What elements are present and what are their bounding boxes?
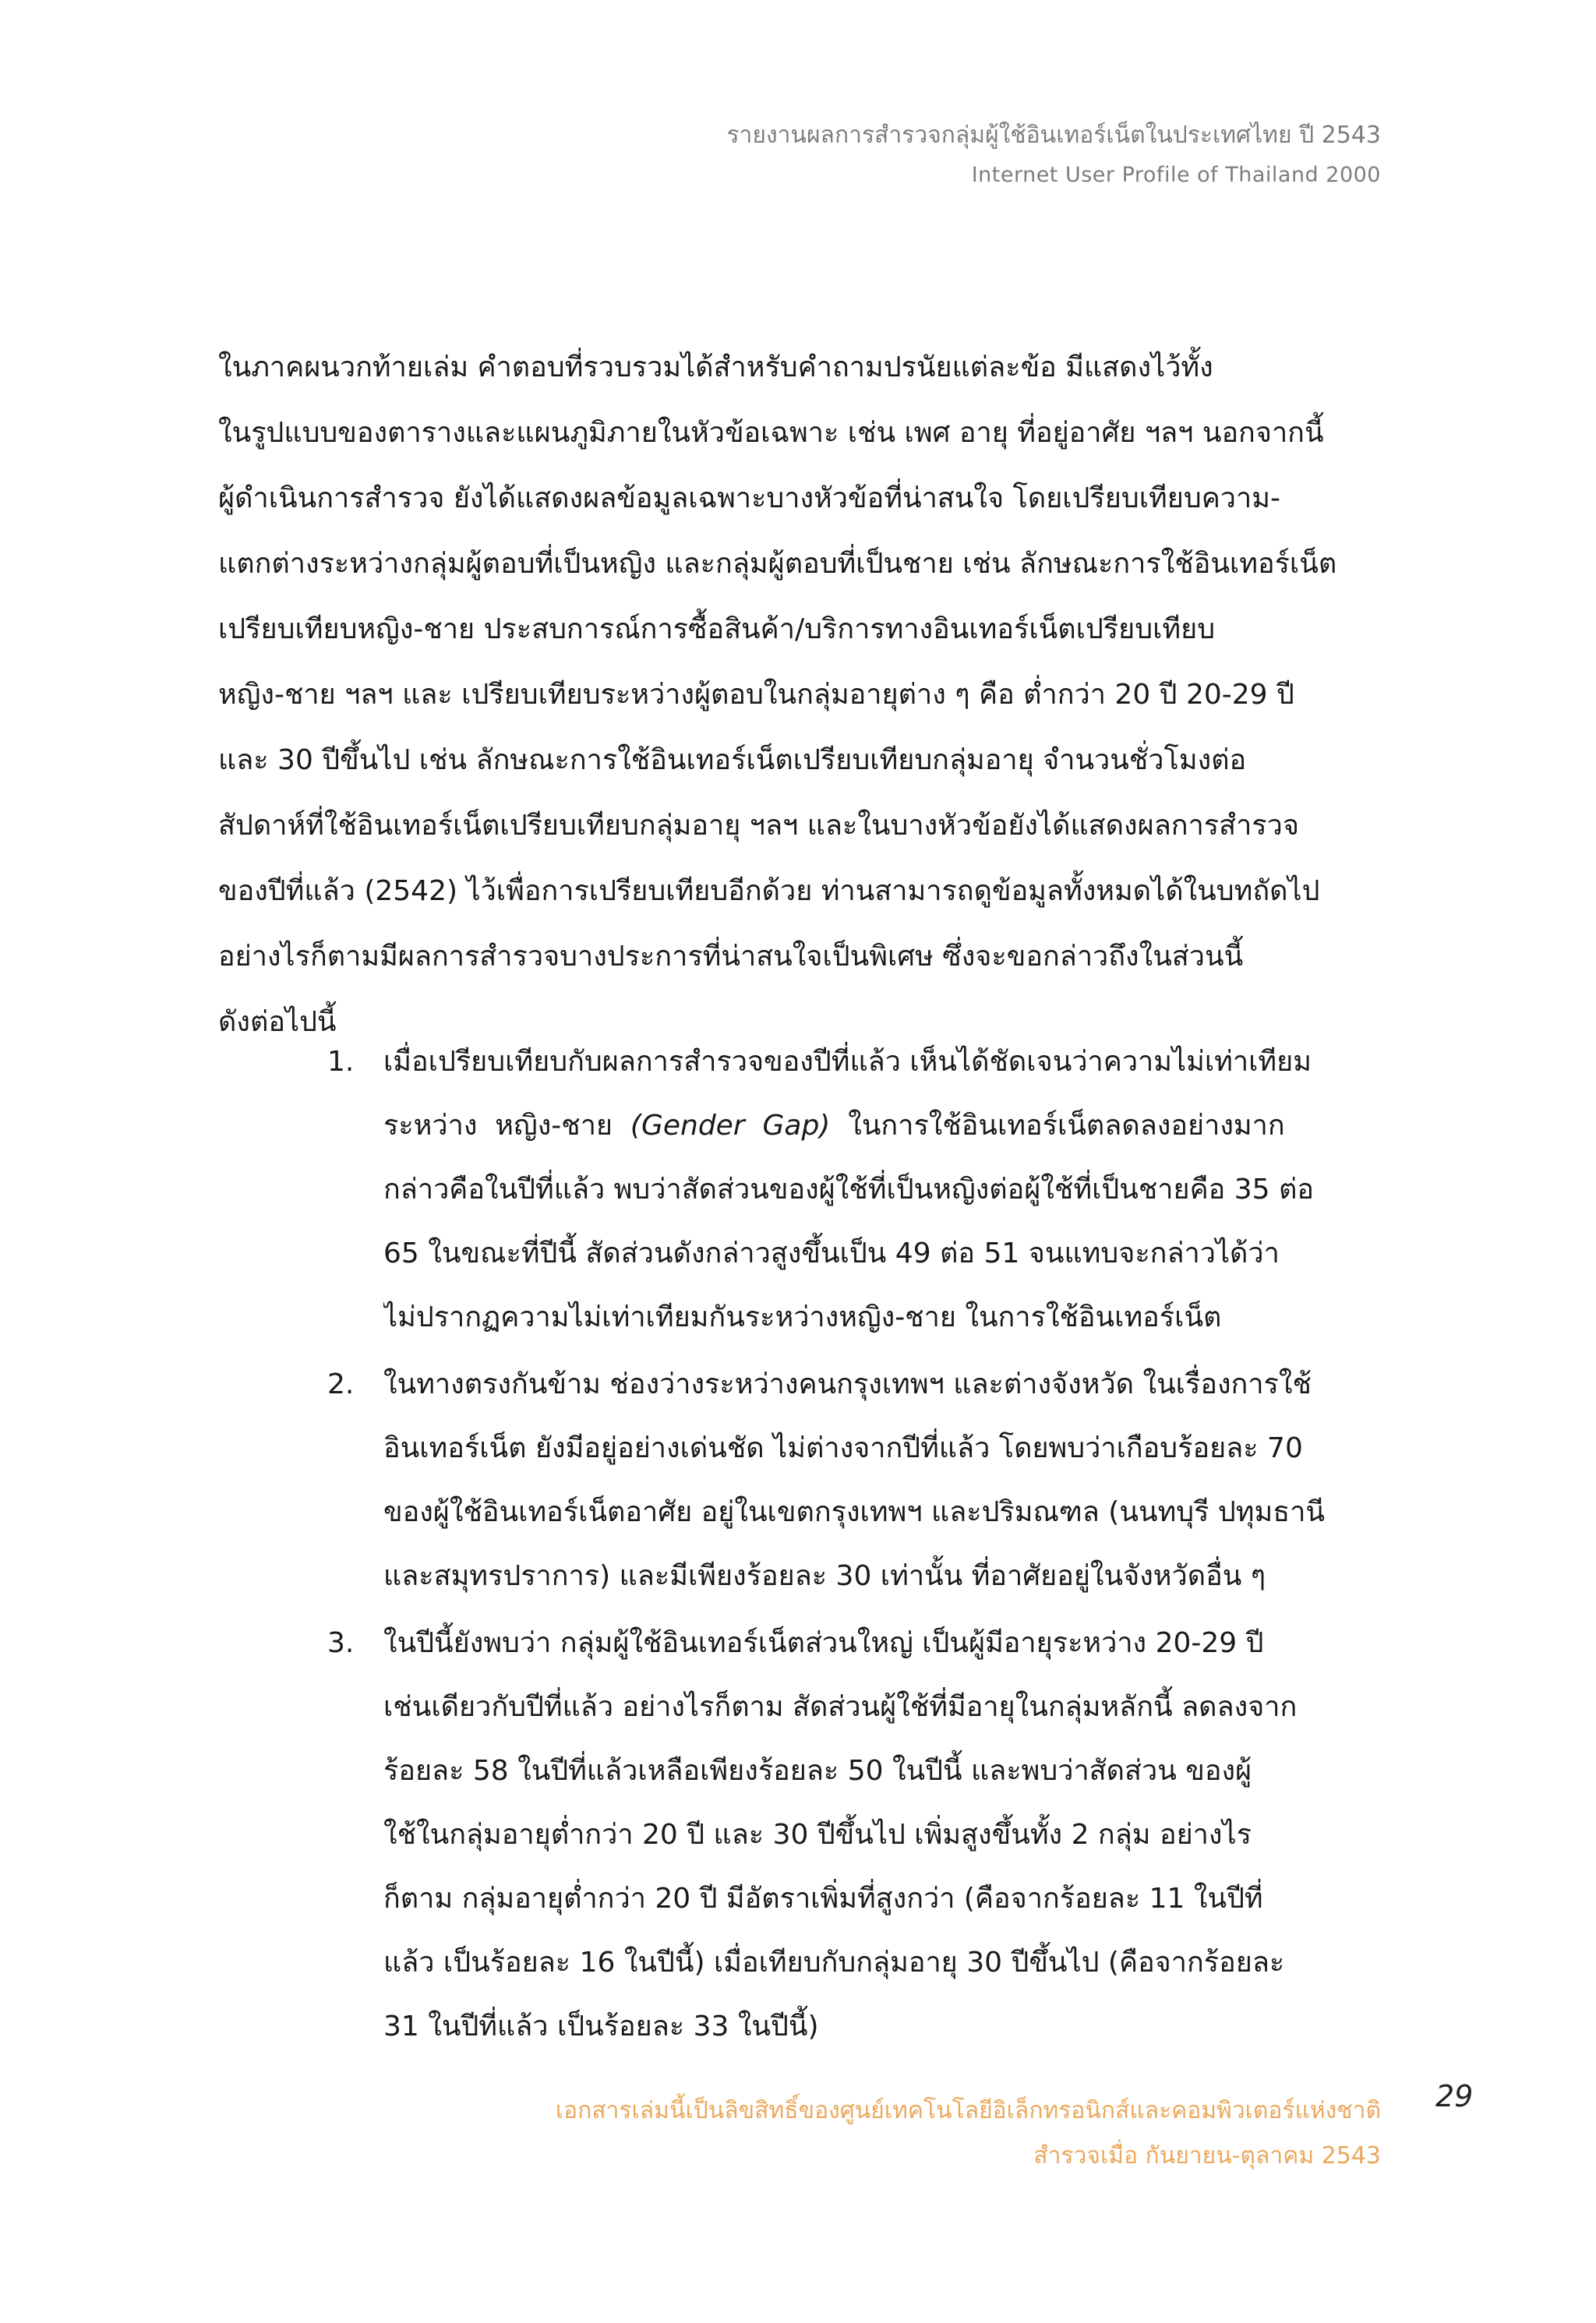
list-item-line: อินเทอร์เน็ต ยังมีอยู่อย่างเด่นชัด ไม่ต่างจากปีที่แล้ว โดยพบว่าเกือบร้อยละ 70 [383, 1432, 1303, 1464]
list-item-line: แล้ว เป็นร้อยละ 16 ในปีนี้) เมื่อเทียบกับกลุ่มอายุ 30 ปีขึ้นไป (คือจากร้อยละ [383, 1947, 1285, 1979]
gender-gap-term: (Gender Gap) [630, 1110, 831, 1142]
paragraph-line: แตกต่างระหว่างกลุ่มผู้ตอบที่เป็นหญิง และกลุ่มผู้ตอบที่เป็นชาย เช่น ลักษณะการใช้อินเทอร์เน็ต [218, 548, 1337, 580]
running-header [726, 115, 1381, 195]
copyright-notice: เอกสารเล่มนี้เป็นลิขสิทธิ์ของศูนย์เทคโนโลยีอิเล็กทรอนิกส์และคอมพิวเตอร์แห่งชาติ [555, 2097, 1381, 2124]
list-item-line: กล่าวคือในปีที่แล้ว พบว่าสัดส่วนของผู้ใช้ที่เป็นหญิงต่อผู้ใช้ที่เป็นชายคือ 35 ต่อ [383, 1174, 1314, 1206]
list-item-line: ก็ตาม กลุ่มอายุต่ำกว่า 20 ปี มีอัตราเพิ่มที่สูงกว่า (คือจากร้อยละ 11 ในปีที่ [383, 1883, 1263, 1915]
list-item [327, 1030, 1384, 1350]
paragraph-line: ในภาคผนวกท้ายเล่ม คำตอบที่รวบรวมได้สำหรับคำถามปรนัยแต่ละข้อ มีแสดงไว้ทั้ง [218, 351, 1213, 383]
list-item-line: ไม่ปรากฏความไม่เท่าเทียมกันระหว่างหญิง-ชาย ในการใช้อินเทอร์เน็ต [383, 1301, 1222, 1333]
list-item-line: ใช้ในกลุ่มอายุต่ำกว่า 20 ปี และ 30 ปีขึ้นไป เพิ่มสูงขึ้นทั้ง 2 กลุ่ม อย่างไร [383, 1819, 1252, 1851]
list-item-line: ร้อยละ 58 ในปีที่แล้วเหลือเพียงร้อยละ 50 ในปีนี้ และพบว่าสัดส่วน ของผู้ [383, 1755, 1252, 1787]
paragraph-line: ดังต่อไปนี้ [218, 1006, 337, 1038]
paragraph-line: หญิง-ชาย ฯลฯ และ เปรียบเทียบระหว่างผู้ตอบในกลุ่มอายุต่าง ๆ คือ ต่ำกว่า 20 ปี 20-29 ปี [218, 679, 1294, 711]
list-item-line: ในปีนี้ยังพบว่า กลุ่มผู้ใช้อินเทอร์เน็ตส่วนใหญ่ เป็นผู้มีอายุระหว่าง 20-29 ปี [383, 1627, 1264, 1659]
list-item-number: 1. [327, 1046, 355, 1078]
list-item-number: 2. [327, 1368, 355, 1400]
paragraph-line: เปรียบเทียบหญิง-ชาย ประสบการณ์การซื้อสินค้า/บริการทางอินเทอร์เน็ตเปรียบเทียบ [218, 613, 1216, 645]
line-text: ในการใช้อินเทอร์เน็ตลดลงอย่างมาก [830, 1110, 1285, 1142]
paragraph-line: ในรูปแบบของตารางและแผนภูมิภายในหัวข้อเฉพาะ เช่น เพศ อายุ ที่อยู่อาศัย ฯลฯ นอกจากนี้ [218, 417, 1324, 449]
list-item-line: เช่นเดียวกับปีที่แล้ว อย่างไรก็ตาม สัดส่วนผู้ใช้ที่มีอายุในกลุ่มหลักนี้ ลดลงจาก [383, 1691, 1298, 1723]
report-title-english: Internet User Profile of Thailand 2000 [971, 163, 1381, 187]
paragraph-line: และ 30 ปีขึ้นไป เช่น ลักษณะการใช้อินเทอร์เน็ตเปรียบเทียบกลุ่มอายุ จำนวนชั่วโมงต่อ [218, 744, 1247, 776]
page-number: 29 [1435, 2079, 1474, 2113]
list-item-line: 31 ในปีที่แล้ว เป็นร้อยละ 33 ในปีนี้) [383, 2011, 819, 2042]
findings-list [327, 1030, 1384, 2062]
report-title-thai: รายงานผลการสำรวจกลุ่มผู้ใช้อินเทอร์เน็ตในประเทศไทย ปี 2543 [726, 122, 1381, 149]
line-text: ระหว่าง หญิง-ชาย [383, 1110, 630, 1142]
list-item [327, 1353, 1384, 1608]
paragraph-line: อย่างไรก็ตามมีผลการสำรวจบางประการที่น่าสนใจเป็นพิเศษ ซึ่งจะขอกล่าวถึงในส่วนนี้ [218, 941, 1244, 973]
list-item-line [383, 1094, 1384, 1158]
paragraph-line: ผู้ดำเนินการสำรวจ ยังได้แสดงผลข้อมูลเฉพาะบางหัวข้อที่น่าสนใจ โดยเปรียบเทียบความ- [218, 482, 1280, 514]
survey-date: สำรวจเมื่อ กันยายน-ตุลาคม 2543 [1033, 2142, 1381, 2169]
list-item-line: ของผู้ใช้อินเทอร์เน็ตอาศัย อยู่ในเขตกรุงเทพฯ และปริมณฑล (นนทบุรี ปทุมธานี [383, 1496, 1326, 1528]
paragraph-line: สัปดาห์ที่ใช้อินเทอร์เน็ตเปรียบเทียบกลุ่มอายุ ฯลฯ และในบางหัวข้อยังได้แสดงผลการสำรวจ [218, 810, 1299, 842]
list-item-line: เมื่อเปรียบเทียบกับผลการสำรวจของปีที่แล้ว เห็นได้ชัดเจนว่าความไม่เท่าเทียม [383, 1046, 1312, 1078]
copyright-footer [556, 2088, 1381, 2179]
list-item [327, 1612, 1384, 2059]
intro-paragraph [218, 335, 1384, 1055]
paragraph-line: ของปีที่แล้ว (2542) ไว้เพื่อการเปรียบเทียบอีกด้วย ท่านสามารถดูข้อมูลทั้งหมดได้ในบทถัดไป [218, 875, 1320, 907]
list-item-line: 65 ในขณะที่ปีนี้ สัดส่วนดังกล่าวสูงขึ้นเป็น 49 ต่อ 51 จนแทบจะกล่าวได้ว่า [383, 1237, 1280, 1269]
list-item-number: 3. [327, 1627, 355, 1659]
list-item-line: และสมุทรปราการ) และมีเพียงร้อยละ 30 เท่านั้น ที่อาศัยอยู่ในจังหวัดอื่น ๆ [383, 1560, 1266, 1592]
list-item-line: ในทางตรงกันข้าม ช่องว่างระหว่างคนกรุงเทพฯ และต่างจังหวัด ในเรื่องการใช้ [383, 1368, 1312, 1400]
